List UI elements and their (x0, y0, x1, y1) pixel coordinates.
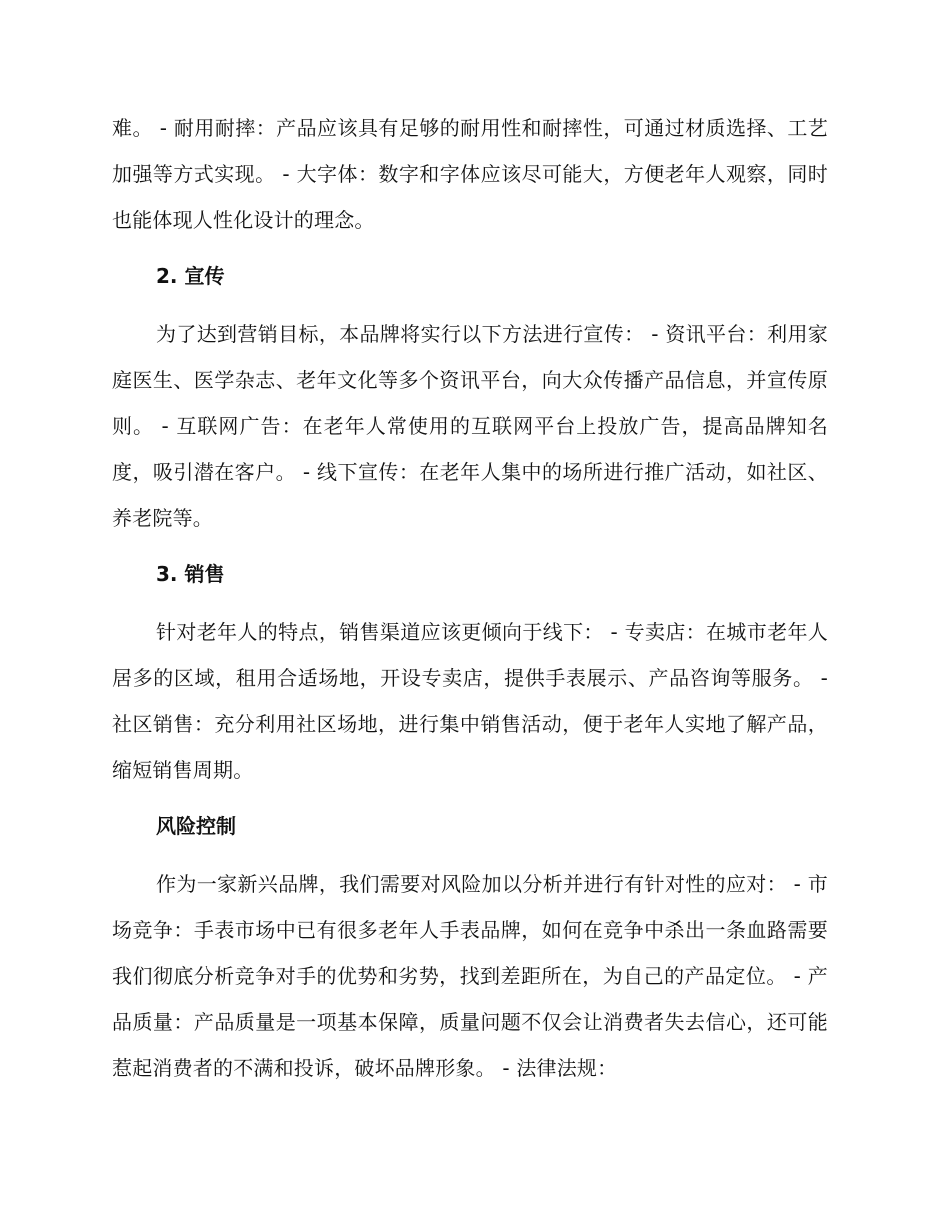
section-heading-sales: 3. 销售 (156, 562, 225, 586)
section-text-promotion: 为了达到营销目标，本品牌将实行以下方法进行宣传： - 资讯平台：利用家庭医生、医学杂志、老年文化等多个资讯平台，向大众传播产品信息，并宣传原则。 - 互联网广告：在老年人常使用的互联网平台上投放广告，提高品牌知名度，吸引潜在客户。 - 线下宣传：在老年人集中的场所进行推广活动，如社区、养老院等。 (112, 322, 828, 530)
continued-paragraph: 难。 - 耐用耐摔：产品应该具有足够的耐用性和耐摔性，可通过材质选择、工艺加强等方式实现。 - 大字体：数字和字体应该尽可能大，方便老年人观察，同时也能体现人性化设计的理念。 (112, 116, 828, 232)
section-heading-promotion: 2. 宣传 (156, 264, 225, 288)
section-heading-risk: 风险控制 (156, 814, 236, 838)
section-text-risk: 作为一家新兴品牌，我们需要对风险加以分析并进行有针对性的应对： - 市场竞争：手表市场中已有很多老年人手表品牌，如何在竞争中杀出一条血路需要我们彻底分析竞争对手的优势和劣势，找到差距所在，为自己的产品定位。 - 产品质量：产品质量是一项基本保障，质量问题不仅会让消费者失去信心，还可能惹起消费者的不满和投诉，破坏品牌形象。 - 法律法规： (112, 872, 828, 1080)
section-text-sales: 针对老年人的特点，销售渠道应该更倾向于线下： - 专卖店：在城市老年人居多的区域，租用合适场地，开设专卖店，提供手表展示、产品咨询等服务。 - 社区销售：充分利用社区场地，进行集中销售活动，便于老年人实地了解产品，缩短销售周期。 (112, 620, 828, 782)
